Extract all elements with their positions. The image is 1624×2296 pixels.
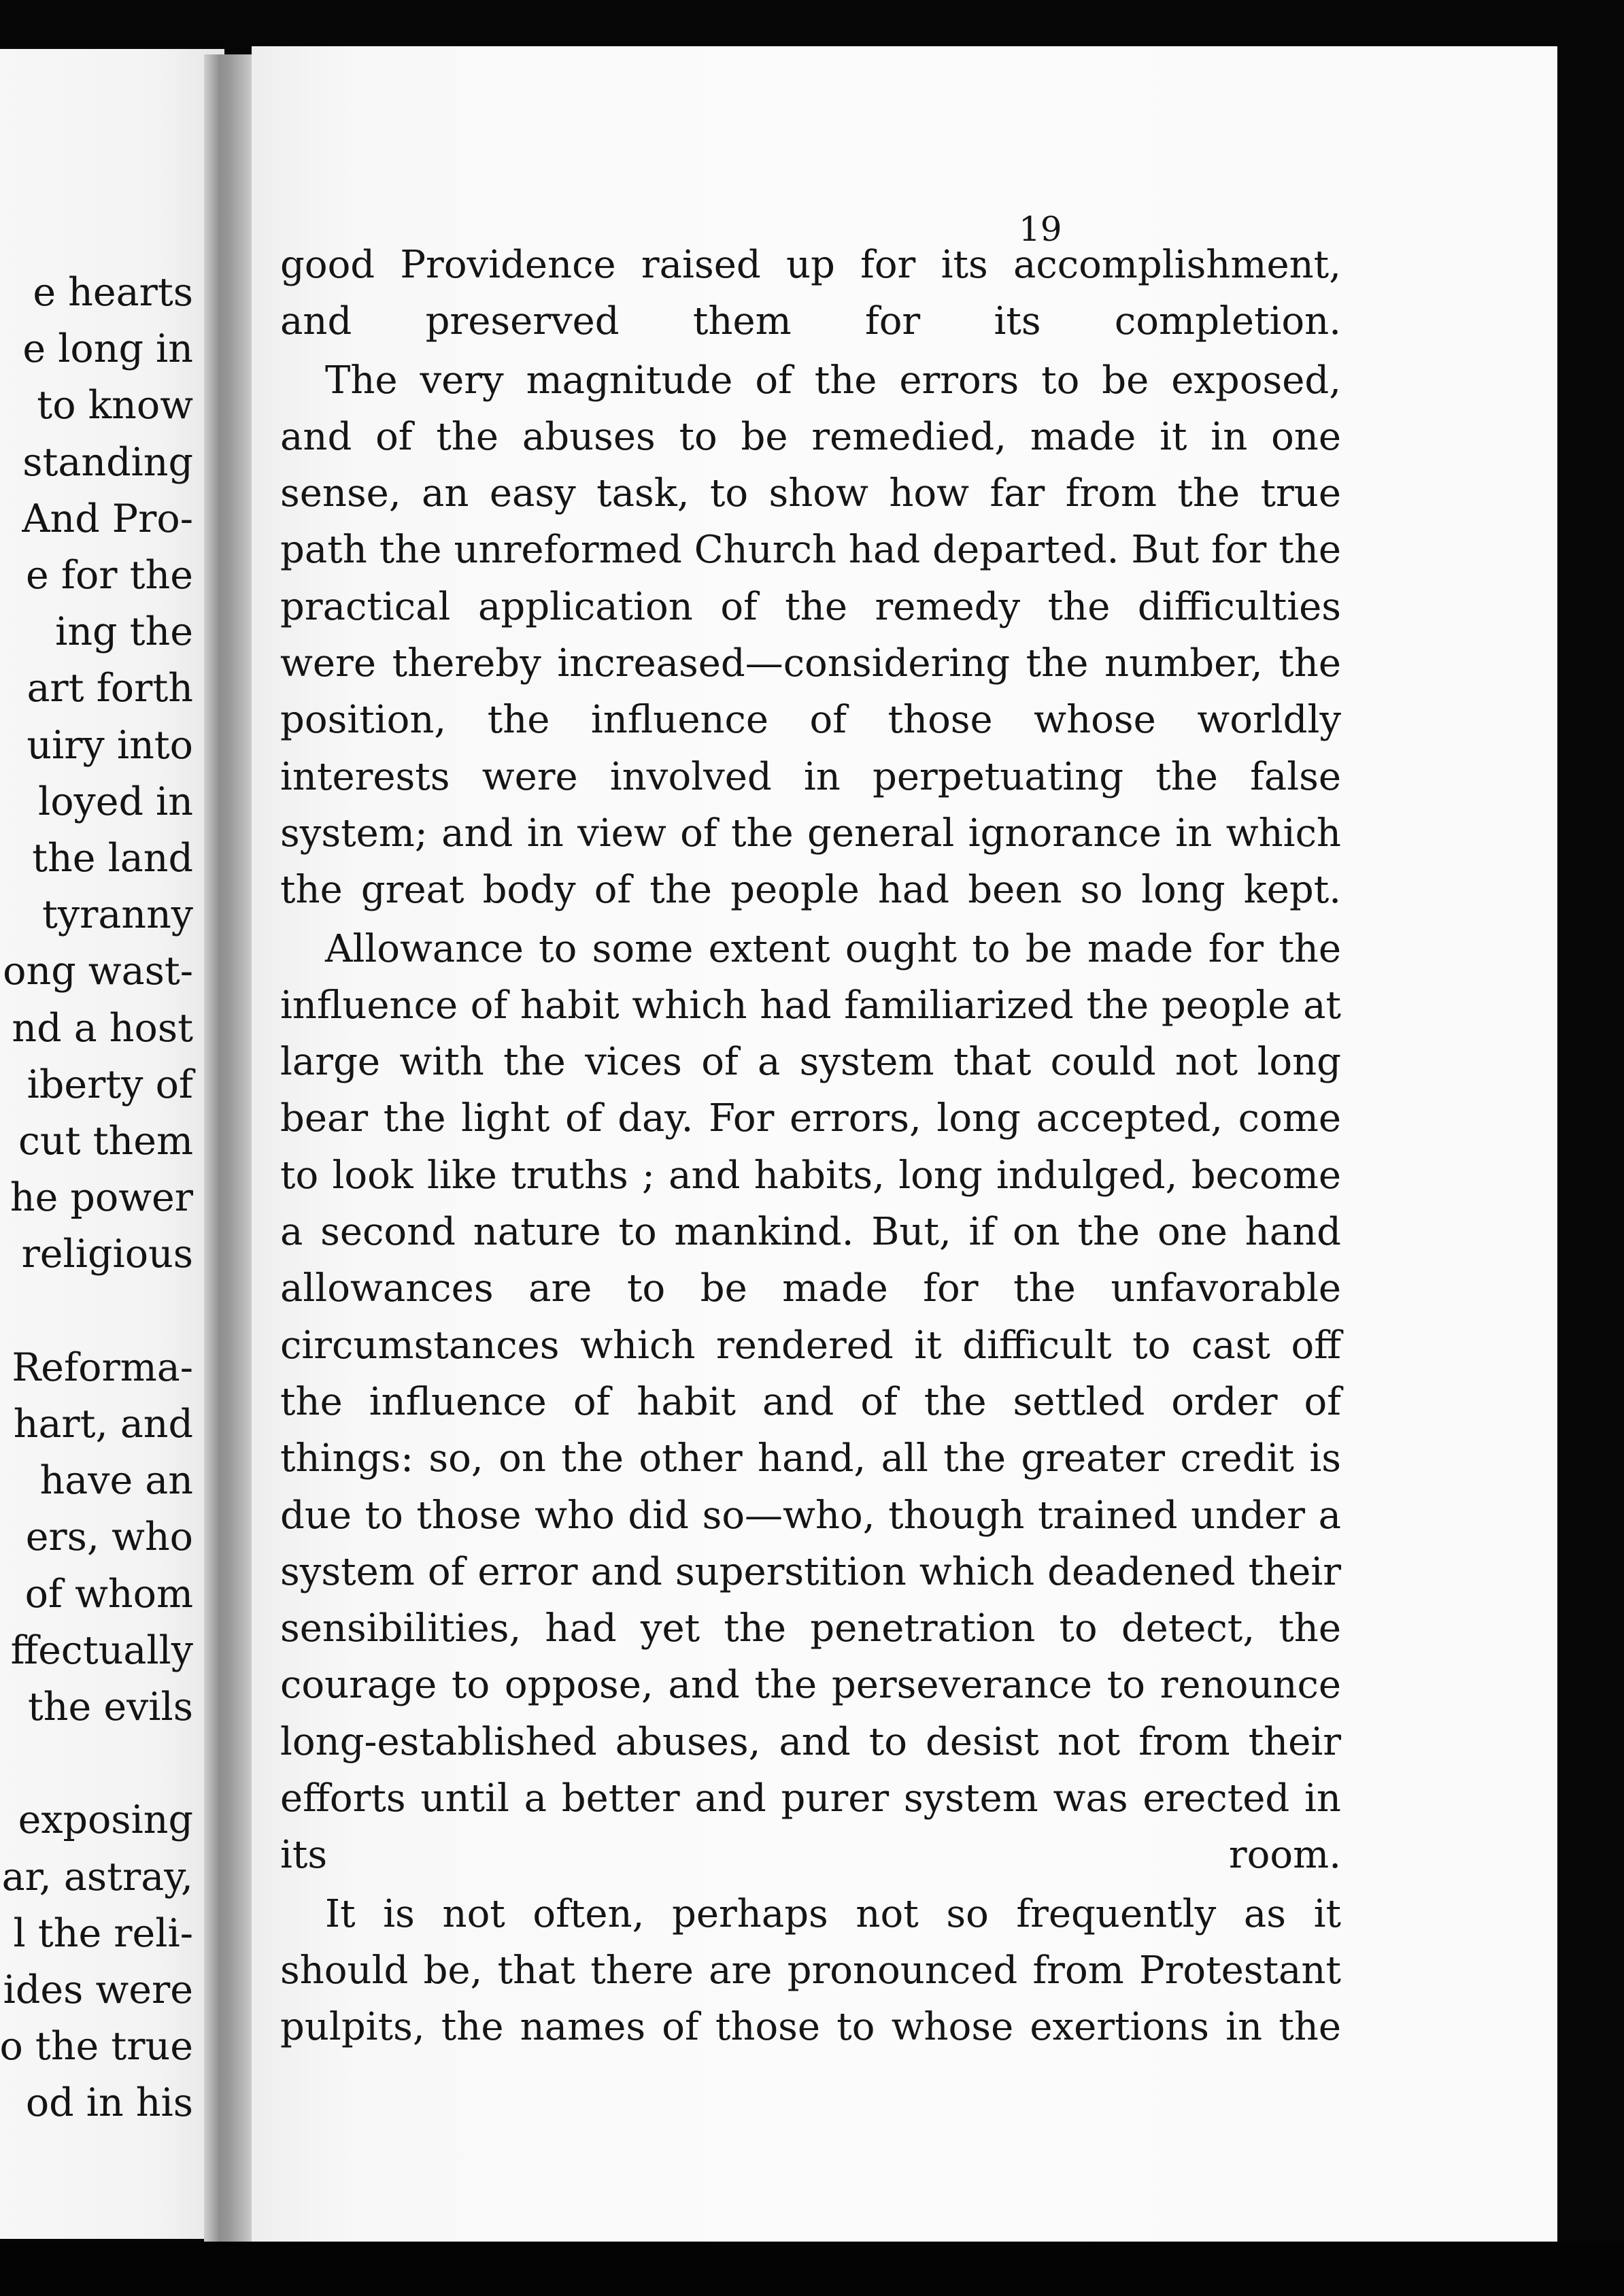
left-page-line: iberty of: [27, 1062, 193, 1107]
left-page-line: ffectually: [10, 1627, 193, 1673]
left-page-line: the evils: [27, 1685, 193, 1729]
left-page-line: ong wast-: [3, 949, 193, 994]
left-page-line: cut them: [18, 1119, 193, 1164]
scan-bottom-edge: [0, 2242, 1624, 2296]
left-page-line: have an: [39, 1458, 193, 1504]
left-page-line: hart, and: [13, 1402, 193, 1447]
left-page-line: art forth: [27, 666, 193, 711]
left-page-line: he power: [10, 1175, 193, 1221]
left-page-line: tyranny: [42, 892, 193, 938]
paragraph-4: It is not often, perhaps not so frequently as it should be, that there are pronounced from Protestant pulpits, the names of those to whose exertions in the: [280, 1891, 1341, 2050]
page-number: 19: [1019, 209, 1062, 249]
left-page-line: the land: [32, 836, 193, 881]
left-page-line: loyed in: [37, 779, 193, 824]
left-page-line: e hearts: [33, 270, 193, 315]
left-page-line: religious: [21, 1232, 193, 1277]
left-page-line: l the reli-: [13, 1910, 193, 1956]
left-page-line: ar, astray,: [1, 1854, 193, 1900]
left-page-line: e for the: [26, 553, 193, 598]
left-page-line: standing: [22, 439, 193, 485]
left-page: [0, 49, 224, 2239]
left-page-line: o the true: [0, 2024, 193, 2070]
left-page-line: ides were: [3, 1968, 193, 2012]
paragraph-2: The very magnitude of the errors to be exposed, and of the abuses to be remedied, made it in one sense, an easy task, to show how far from the true path the unreformed Church had departed. But for the practical application of the remedy the difficulties were thereby increased—considering the number, the position, the influence of those whose worldly interests were involved in perpetuating the false system; and in view of the general ignorance in which the great body of the people had been so long kept.: [280, 358, 1341, 913]
left-page-line: ers, who: [25, 1515, 193, 1560]
left-page-line: exposing: [18, 1797, 193, 1843]
left-page-line: ing the: [55, 609, 193, 655]
page-body-text: [280, 237, 1341, 2058]
left-page-line: And Pro-: [22, 496, 193, 541]
left-page-line: e long in: [22, 326, 193, 372]
left-page-line: of whom: [24, 1571, 193, 1617]
left-page-line: to know: [37, 383, 193, 428]
left-page-line: uiry into: [27, 722, 193, 768]
paragraph-3: Allowance to some extent ought to be made for the influence of habit which had familiarized the people at large with the vices of a system that could not long bear the light of day. For errors, long accepted, come to look like truths ; and habits, long indulged, become a second nature to mankind. But, if on the one hand allowances are to be made for the unfavorable circumstances which rendered it difficult to cast off the influence of habit and of the settled order of things: so, on the other hand, all the greater credit is due to those who did so—who, though trained under a system of error and superstition which deadened their sensibilities, had yet the penetration to detect, the courage to oppose, and the perseverance to renounce long-established abuses, and to desist not from their efforts until a better and purer system was erected in its room.: [280, 926, 1341, 1878]
left-page-line: Reforma-: [12, 1345, 193, 1390]
left-page-line: nd a host: [12, 1005, 193, 1051]
left-page-line: od in his: [25, 2080, 193, 2126]
paragraph-1: good Providence raised up for its accomplishment, and preserved them for its completion.: [280, 243, 1341, 344]
